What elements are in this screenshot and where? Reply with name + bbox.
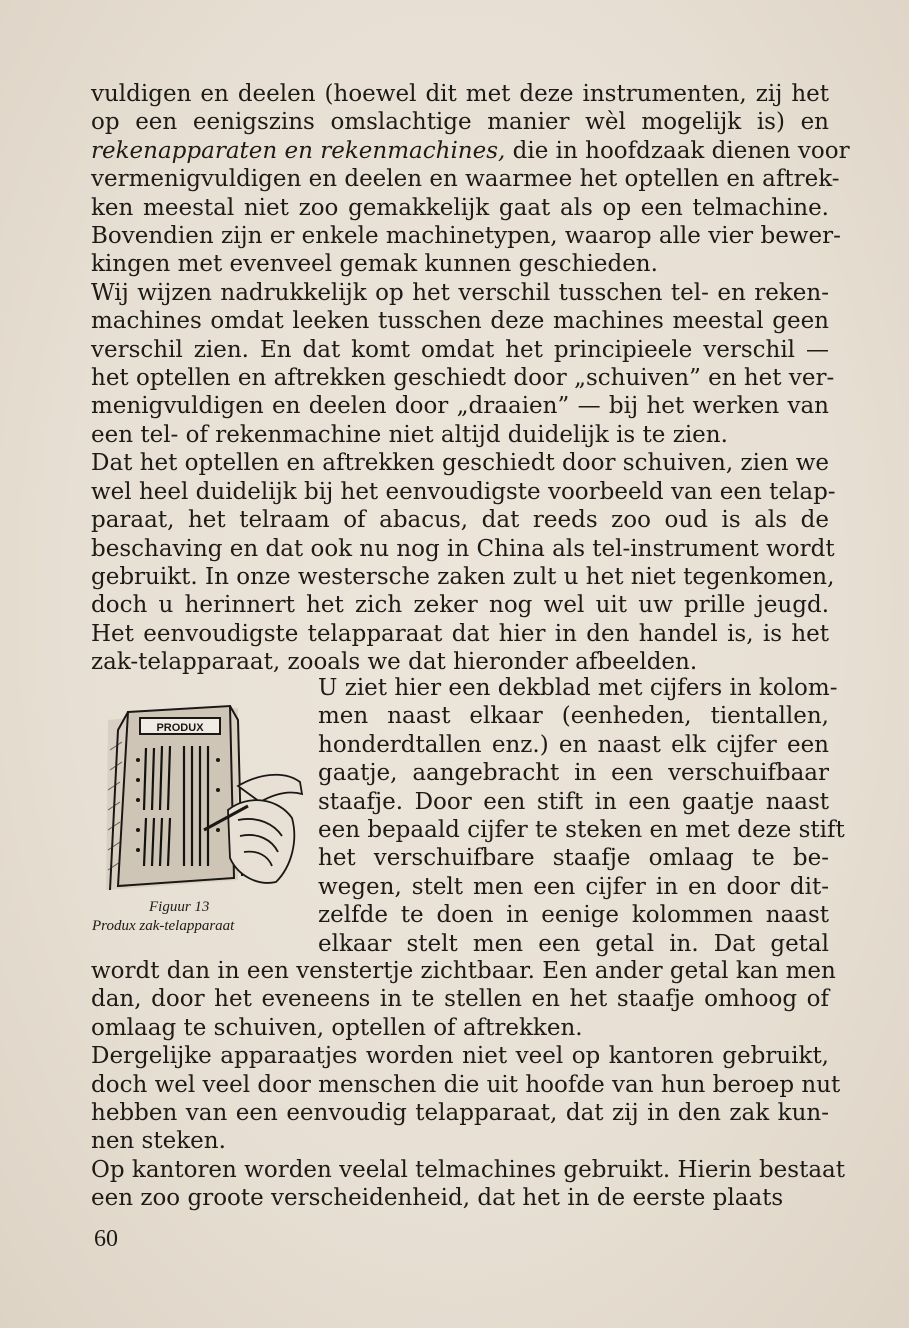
text-block-beside-figure [318,674,845,958]
text-line: Dat het optellen en aftrekken geschiedt door schuiven, zien we [91,450,829,477]
text-line: zelfde te doen in eenige kolommen naast [318,902,829,929]
text-line: op een eenigszins omslachtige manier wèl mogelijk is) en [91,109,829,136]
text-line: een tel- of rekenmachine niet altijd duidelijk is te zien. [91,421,728,448]
text-line: verschil zien. En dat komt omdat het principieele verschil — [91,336,829,363]
text-line: dan, door het eveneens in te stellen en het staafje omhoog of [91,986,829,1013]
device-label: PRODUX [156,722,204,734]
text-line: gebruikt. In onze westersche zaken zult u het niet tegenkomen, [91,563,835,590]
text-line: ken meestal niet zoo gemakkelijk gaat als op een telmachine. [91,194,829,221]
text-line: Wij wijzen nadrukkelijk op het verschil tusschen tel- en reken- [91,279,829,306]
text-line: elkaar stelt men een getal in. Dat getal [318,930,829,957]
text-line: wordt dan in een venstertje zichtbaar. Een ander getal kan men [91,958,836,984]
figure-number: Figuur 13 [149,899,210,915]
text-line: een bepaald cijfer te steken en met deze stift [318,817,845,844]
text-line: machines omdat leeken tusschen deze machines meestal geen [91,308,829,335]
text-line: gaatje, aangebracht in een verschuifbaar [318,760,829,787]
text-line: een zoo groote verscheidenheid, dat het in de eerste plaats [91,1185,784,1212]
text-line: paraat, het telraam of abacus, dat reeds zoo oud is als de [91,507,829,534]
figure-caption [92,898,312,936]
text-line: vermenigvuldigen en deelen en waarmee het optellen en aftrek- [91,166,840,193]
text-line: kingen met evenveel gemak kunnen geschieden. [91,251,658,278]
text-line: nen steken. [91,1128,226,1155]
text-line: staafje. Door een stift in een gaatje naast [318,788,829,815]
text-line: men naast elkaar (eenheden, tientallen, [318,703,829,730]
text-line: honderdtallen enz.) en naast elk cijfer een [318,731,829,758]
text-line: menigvuldigen en deelen door „draaien” — bij het werken van [91,393,829,420]
text-line: het verschuifbare staafje omlaag te be- [318,845,829,872]
figure-title: Produx zak-telapparaat [92,918,235,934]
text-line: Dergelijke apparaatjes worden niet veel op kantoren gebruikt, [91,1043,829,1070]
page-number: 60 [94,1226,118,1252]
text-block-bottom [91,957,846,1213]
figure-produx-device [88,690,308,895]
text-block-top [91,80,850,677]
produx-illustration [88,690,308,895]
text-line: beschaving en dat ook nu nog in China als tel-instrument wordt [91,535,835,562]
text-line: Op kantoren worden veelal telmachines gebruikt. Hierin bestaat [91,1156,846,1183]
text-line: doch wel veel door menschen die uit hoofde van hun beroep nut [91,1071,841,1098]
text-line: doch u herinnert het zich zeker nog wel uit uw prille jeugd. [91,592,829,619]
text-line: Het eenvoudigste telapparaat dat hier in den handel is, is het [91,620,829,647]
text-line: vuldigen en deelen (hoewel dit met deze instrumenten, zij het [91,81,829,107]
text-fragment: die in hoofdzaak dienen voor [505,137,850,164]
text-line: omlaag te schuiven, optellen of aftrekken. [91,1014,583,1041]
text-line: Bovendien zijn er enkele machinetypen, waarop alle vier bewer- [91,223,841,250]
emphasis-text: rekenapparaten en rekenmachines, [91,137,506,164]
text-line: U ziet hier een dekblad met cijfers in kolom- [318,675,838,701]
text-line: wel heel duidelijk bij het eenvoudigste voorbeeld van een telap- [91,478,836,505]
text-line: het optellen en aftrekken geschiedt door „schuiven” en het ver- [91,365,835,392]
text-line: hebben van een eenvoudig telapparaat, dat zij in den zak kun- [91,1100,829,1127]
text-line: wegen, stelt men een cijfer in en door dit- [318,873,829,900]
text-line [91,137,850,165]
text-line: zak-telapparaat, zooals we dat hieronder afbeelden. [91,649,698,676]
